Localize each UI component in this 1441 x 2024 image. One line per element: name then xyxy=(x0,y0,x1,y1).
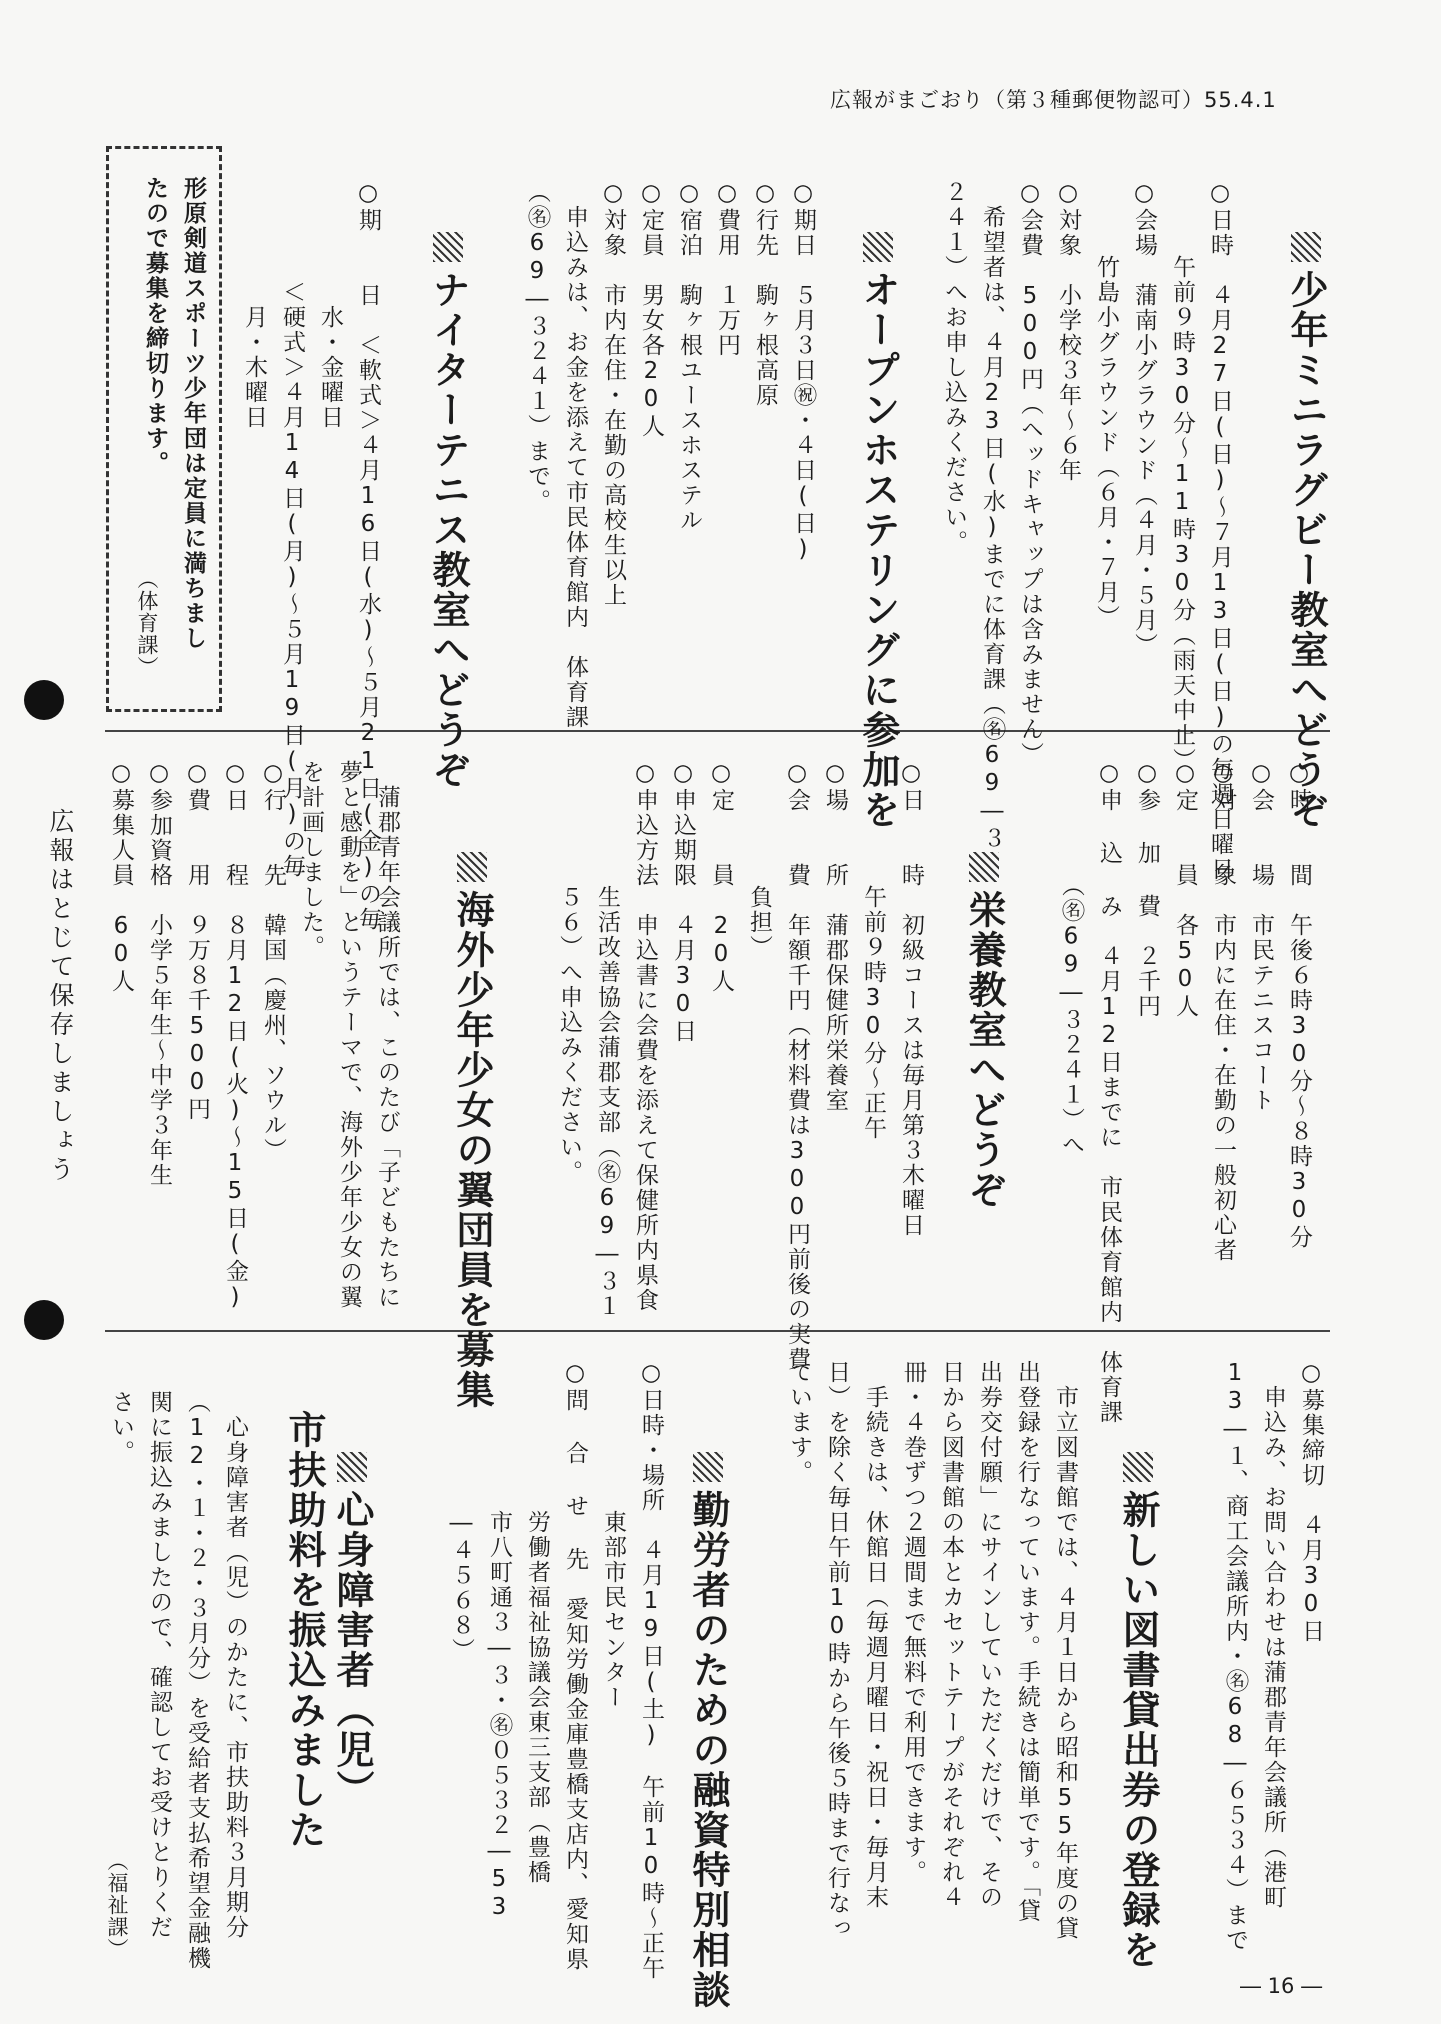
kendo-notice-credit: （体育課） xyxy=(135,568,159,678)
worker-loan-body: ○日時・場所 ４月19日(土) 午前10時〜正午 東部市民センター ○問 合 せ 先 愛知労働金庫豊橋支店内、愛知県 労働者福祉協議会東三支部（豊橋 市八町通３―３・㊔０５３２―53 ―４５６８） xyxy=(448,1360,664,1981)
hatch-icon xyxy=(1291,232,1321,262)
hosteling-heading: オープンホステリングに参加を xyxy=(856,140,944,830)
binding-hole-upper xyxy=(24,680,64,720)
page-number: ― 16 ― xyxy=(1240,1974,1323,1998)
hatch-icon xyxy=(457,852,487,882)
disability-heading-line2: 市扶助料を振込みました xyxy=(282,1410,326,1850)
overseas-body: 蒲郡青年会議所では、このたび「子どもたちに 夢と感動を」というテーマで、海外少年少女の翼 を計画しました。 ○行 先 韓国（慶州、ソウル） ○日 程 ８月12日(火)〜15日(金) ○費 用 ９万８千500円 ○参加資格 小学５年生〜中学３年生 ○募集人員 60人 xyxy=(108,760,400,1312)
hosteling-body: ○期日 ５月３日㊗・４日(日) ○行先 駒ヶ根高原 ○費用 １万円 ○宿泊 駒ヶ根ユースホステル ○定員 男女各20人 ○対象 市内在住・在勤の高校生以上 申込みは、お金を添えて市民体育館内 体育課 （㊔69―３２４１）まで。 xyxy=(524,180,816,730)
page-header: 広報がまごおり（第３種郵便物認可）55.4.1 xyxy=(830,88,1277,112)
nutrition-heading: 栄養教室へどうぞ xyxy=(962,760,1050,1210)
library-body: 市立図書館では、４月１日から昭和55年度の貸 出登録を行なっています。手続きは簡単です。「貸 出券交付願」にサインしていただくだけで、その 日から図書館の本とカセットテープがそれぞれ４ 冊・４巻ずつ２週間まで無料で利用できます。 手続きは、休館日（毎週月曜日・祝日・毎月末 日）を除く毎日午前10時から午後５時まで行なっ ています。 xyxy=(786,1360,1078,1941)
hatch-icon xyxy=(1123,1452,1153,1482)
disability-credit: （福祉課） xyxy=(105,1850,129,1960)
disability-heading: 心身障害者（児） xyxy=(330,1360,418,1810)
rugby-heading: 少年ミニラグビー教室へどうぞ xyxy=(1284,140,1372,830)
nutrition-body: ○日 時 初級コースは毎月第３木曜日 午前９時30分〜正午 ○場 所 蒲郡保健所栄養室 ○会 費 年額千円（材料費は300円前後の実費 負担） ○定 員 20人 ○申込期限 ４月30日 ○申込方法 申込書に会費を添えて保健所内県食 生活改善協会蒲郡支部（㊔69―３１ ５６）へ申込みください。 xyxy=(556,760,924,1372)
rugby-body: ○日時 ４月27日(日)〜７月13日(日)の毎週日曜日 午前９時30分〜11時30分（雨天中止） ○会場 蒲南小グラウンド（４月・５月） 竹島小グラウンド（６月・７月） ○対象 小学校３年〜６年 ○会費 500円（ヘッドキャップは含みません） 希望者は、４月23日(水)までに体育課（㊔69―３ ２４１）へお申し込みください。 xyxy=(941,180,1233,882)
overseas-deadline: ○募集締切 ４月30日 申込み、お問い合わせは蒲郡青年会議所（港町 13―１、商工会議所内・㊔68―６５３４）まで xyxy=(1222,1360,1324,1953)
tennis-heading: ナイターテニス教室へどうぞ xyxy=(426,140,514,790)
hatch-icon xyxy=(863,232,893,262)
library-heading: 新しい図書貸出券の登録を xyxy=(1116,1360,1204,1970)
overseas-heading: 海外少年少女の翼団員を募集 xyxy=(450,760,538,1410)
worker-loan-heading: 勤労者のための融資特別相談 xyxy=(686,1360,774,2010)
hatch-icon xyxy=(433,232,463,262)
kendo-notice-text: 形原剣道スポーツ少年団は定員に満ちまし たので募集を締切ります。 xyxy=(142,176,206,651)
hatch-icon xyxy=(693,1452,723,1482)
tennis-details: ○時 間 午後６時30分〜８時30分 ○会 場 市民テニスコート ○対 象 市内に在住・在勤の一般初心者 ○定 員 各50人 ○参 加 費 ２千円 ○申 込 み ４月12日までに 市民体育館内 体育課 （㊔69―３２４１）へ xyxy=(1058,760,1312,1425)
hatch-icon xyxy=(337,1452,367,1482)
binding-hole-lower xyxy=(24,1300,64,1340)
keep-note: 広報はとじて保存しましょう xyxy=(46,808,75,1185)
hatch-icon xyxy=(969,852,999,882)
tennis-body: ○期 日 ＜軟式＞４月16日(水)〜５月21日(金)の毎 水・金曜日 ＜硬式＞４月14日(月)〜５月19日(月)の毎 月・木曜日 xyxy=(241,180,381,932)
disability-body: 心身障害者（児）のかたに、市扶助料３月期分 （12・１・２・３月分）を受給者支払希望金融機 関に振込みましたので、確認してお受けとりくだ さい。 xyxy=(108,1390,248,1971)
